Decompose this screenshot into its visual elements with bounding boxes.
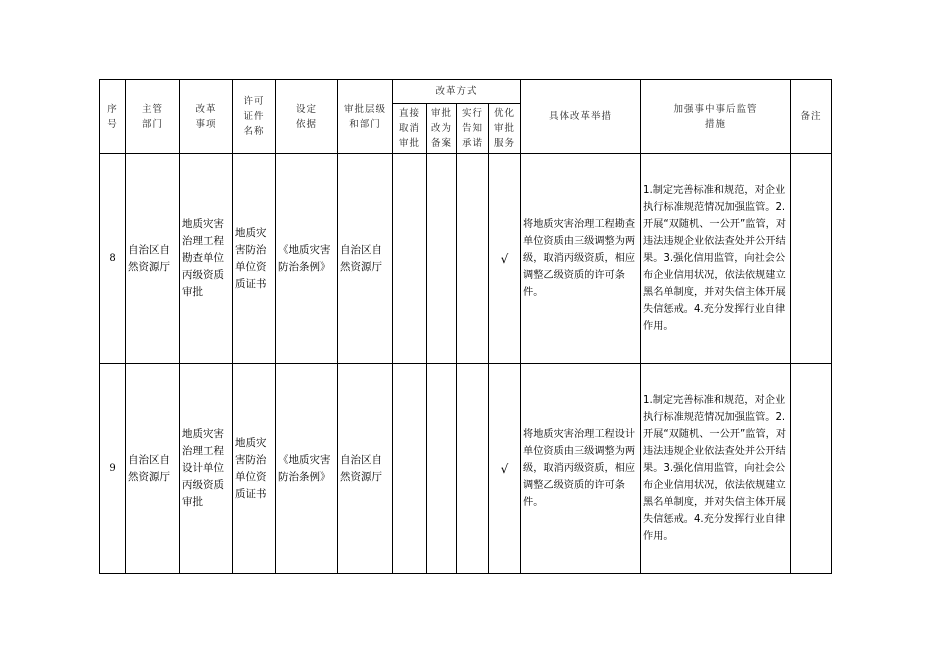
header-supervision: 加强事中事后监管措施: [641, 80, 791, 154]
row-mode-record: [427, 364, 457, 574]
row-mode-cancel: [393, 154, 427, 364]
row-level: 自治区自然资源厅: [338, 364, 393, 574]
row-seq: 8: [100, 154, 126, 364]
table-row: [100, 154, 832, 364]
table-row: [100, 364, 832, 574]
header-basis: 设定依据: [276, 80, 338, 154]
row-mode-record: [427, 154, 457, 364]
row-mode-promise: [457, 154, 489, 364]
reform-table: [99, 79, 832, 574]
header-mode-optimize: 优化审批服务: [489, 104, 521, 154]
row-remark: [791, 364, 832, 574]
row-mode-promise: [457, 364, 489, 574]
row-dept: 自治区自然资源厅: [126, 154, 180, 364]
header-mode-promise: 实行告知承诺: [457, 104, 489, 154]
row-basis: 《地质灾害防治条例》: [276, 364, 338, 574]
row-measures: 将地质灾害治理工程设计单位资质由三级调整为两级，取消丙级资质，相应调整乙级资质的许可条件。: [521, 364, 641, 574]
row-license: 地质灾害防治单位资质证书: [233, 364, 276, 574]
row-mode-optimize: √: [489, 364, 521, 574]
header-item: 改革事项: [180, 80, 233, 154]
row-mode-cancel: [393, 364, 427, 574]
header-measures: 具体改革举措: [521, 80, 641, 154]
header-dept: 主管部门: [126, 80, 180, 154]
row-remark: [791, 154, 832, 364]
row-measures: 将地质灾害治理工程勘查单位资质由三级调整为两级，取消丙级资质，相应调整乙级资质的许可条件。: [521, 154, 641, 364]
header-mode-record: 审批改为备案: [427, 104, 457, 154]
row-item: 地质灾害治理工程勘查单位丙级资质审批: [180, 154, 233, 364]
row-supervision: 1.制定完善标准和规范，对企业执行标准规范情况加强监管。2.开展“双随机、一公开”监管，对违法违规企业依法查处并公开结果。3.强化信用监管，向社会公布企业信用状况，依法依规建立黑名单制度，并对失信主体开展失信惩戒。4.充分发挥行业自律作用。: [641, 364, 791, 574]
header-license: 许可证件名称: [233, 80, 276, 154]
row-item: 地质灾害治理工程设计单位丙级资质审批: [180, 364, 233, 574]
header-remark: 备注: [791, 80, 832, 154]
header-level: 审批层级和部门: [338, 80, 393, 154]
header-reform-mode: 改革方式: [393, 80, 521, 104]
header-row-top: [100, 80, 832, 104]
row-mode-optimize: √: [489, 154, 521, 364]
row-level: 自治区自然资源厅: [338, 154, 393, 364]
header-mode-cancel: 直接取消审批: [393, 104, 427, 154]
row-dept: 自治区自然资源厅: [126, 364, 180, 574]
row-seq: 9: [100, 364, 126, 574]
row-license: 地质灾害防治单位资质证书: [233, 154, 276, 364]
row-basis: 《地质灾害防治条例》: [276, 154, 338, 364]
row-supervision: 1.制定完善标准和规范，对企业执行标准规范情况加强监管。2.开展“双随机、一公开”监管，对违法违规企业依法查处并公开结果。3.强化信用监管，向社会公布企业信用状况，依法依规建立黑名单制度，并对失信主体开展失信惩戒。4.充分发挥行业自律作用。: [641, 154, 791, 364]
header-seq: 序号: [100, 80, 126, 154]
